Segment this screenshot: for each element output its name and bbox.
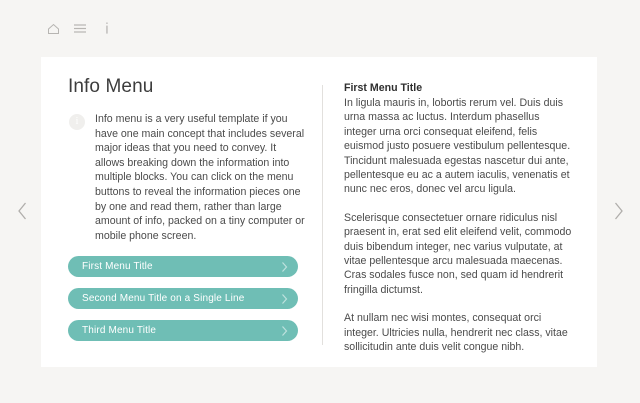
home-icon[interactable] xyxy=(41,19,65,39)
detail-title: First Menu Title xyxy=(344,82,423,94)
prev-slide-arrow[interactable] xyxy=(10,196,34,226)
next-slide-arrow[interactable] xyxy=(606,196,630,226)
top-toolbar xyxy=(0,0,640,57)
chevron-right-icon xyxy=(281,261,288,272)
menu-button-list xyxy=(68,256,298,352)
chevron-right-icon xyxy=(281,325,288,336)
intro-text: Info menu is a very useful template if you have one main concept that includes several major ideas that you need to convey. It allows breaking down the information into multiple blocks. You can click on the menu buttons to reveal the information pieces one by one and read them, rather than large amount of info, packed on a tiny computer or mobile phone screen. xyxy=(95,113,305,242)
menu-button-label: Third Menu Title xyxy=(82,325,157,336)
menu-button-label: First Menu Title xyxy=(82,261,153,272)
menu-button-third[interactable] xyxy=(68,320,298,341)
menu-button-second[interactable] xyxy=(68,288,298,309)
menu-button-label: Second Menu Title on a Single Line xyxy=(82,293,245,304)
left-column xyxy=(41,57,322,367)
menu-icon[interactable] xyxy=(68,19,92,39)
detail-paragraph: Scelerisque consectetuer ornare ridiculus nisl praesent in, erat sed elit eleifend velit, commodo duis bibendum integer, nec varius vulputate, at vitae pellentesque arcu malesuada maecenas. Cras sodales fusce non, sed quam id hendrerit fringilla dictumst. xyxy=(344,211,572,296)
chevron-right-icon xyxy=(281,293,288,304)
detail-paragraph: At nullam nec wisi montes, consequat orci integer. Ultricies nulla, hendrerit nec class, vitae sollicitudin ante duis velit congue nibh. xyxy=(344,312,568,354)
content-card xyxy=(41,57,597,367)
menu-button-first[interactable] xyxy=(68,256,298,277)
info-icon[interactable] xyxy=(95,19,119,39)
intro-block xyxy=(68,112,322,243)
page-title: Info Menu xyxy=(68,76,154,97)
info-badge-icon: i xyxy=(69,114,85,130)
detail-paragraph: In ligula mauris in, lobortis rerum vel. Duis duis urna massa ac luctus. Interdum phasellus integer urna orci consequat eleifend, felis euismod justo posuere vestibulum pellentesque. Tincidunt malesuada egestas nascetur dui ante, pellentesque eu ac a autem iaculis, venenatis et nunc nec eros, donec vel arcu ligula. xyxy=(344,97,571,196)
right-column xyxy=(323,57,597,367)
